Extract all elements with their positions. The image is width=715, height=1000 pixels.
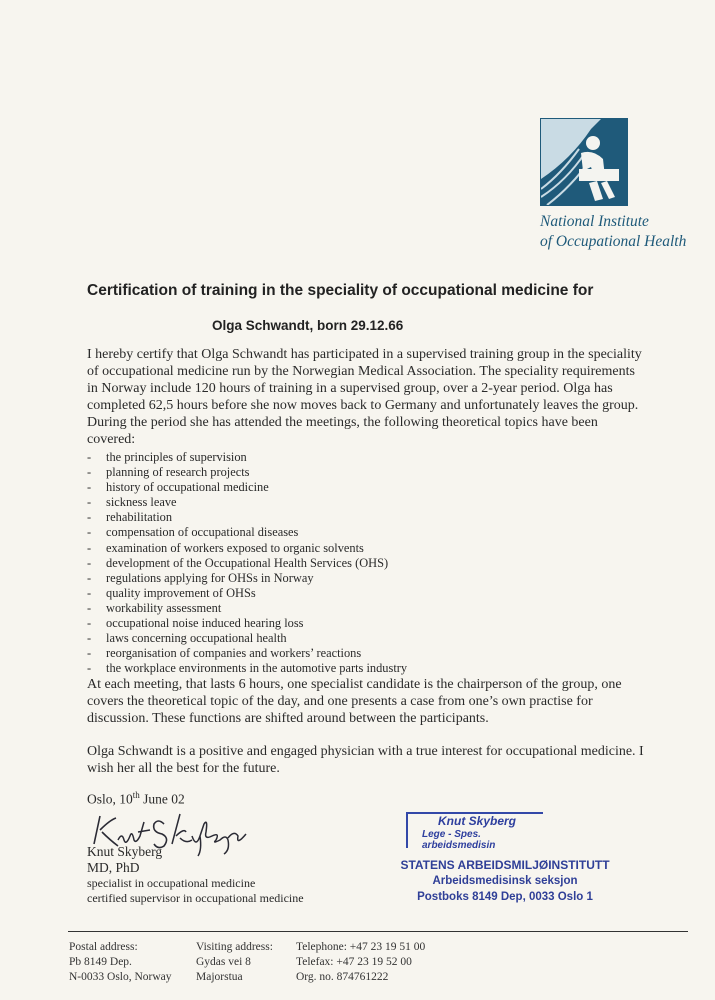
list-item: - regulations applying for OHSs in Norway bbox=[87, 571, 647, 586]
signatory-degrees: MD, PhD bbox=[87, 860, 140, 875]
date-ordinal: th bbox=[132, 790, 140, 800]
postal-line1: Pb 8149 Dep. bbox=[69, 956, 132, 968]
name-stamp-line2: Lege - Spes. arbeidsmedisin bbox=[422, 829, 496, 851]
telefax: Telefax: +47 23 19 52 00 bbox=[296, 956, 412, 968]
closing-paragraph: Olga Schwandt is a positive and engaged physician with a true interest for occupational medicine. I wish her all the best for the future. bbox=[87, 744, 644, 777]
signatory-block bbox=[87, 844, 304, 906]
list-item: - development of the Occupational Health Services (OHS) bbox=[87, 556, 647, 571]
postal-line2: N-0033 Oslo, Norway bbox=[69, 971, 172, 983]
institute-name-line2: of Occupational Health bbox=[540, 233, 687, 250]
list-item: - planning of research projects bbox=[87, 465, 647, 480]
institute-name bbox=[540, 212, 710, 252]
list-item: - quality improvement of OHSs bbox=[87, 586, 647, 601]
institute-logo bbox=[540, 118, 628, 206]
meeting-paragraph: At each meeting, that lasts 6 hours, one specialist candidate is the chairperson of the group, one covers the theoretical topic of the day, and one presents a case from one’s own practise for discussion. These functions are shifted around between the participants. bbox=[87, 677, 622, 727]
visiting-line2: Majorstua bbox=[196, 971, 243, 983]
signatory-name: Knut Skyberg bbox=[87, 844, 163, 859]
institute-stamp-line2: Arbeidsmedisinsk seksjon bbox=[432, 875, 578, 887]
letter-body bbox=[87, 346, 647, 777]
topics-list bbox=[87, 450, 647, 676]
institute-stamp-line1: STATENS ARBEIDSMILJØINSTITUTT bbox=[400, 858, 610, 872]
institute-stamp bbox=[400, 857, 610, 905]
letter-date bbox=[87, 790, 185, 808]
name-stamp bbox=[406, 812, 543, 851]
telephone: Telephone: +47 23 19 51 00 bbox=[296, 941, 426, 953]
postal-label: Postal address: bbox=[69, 941, 138, 953]
list-item: - examination of workers exposed to organic solvents bbox=[87, 541, 647, 556]
list-item: - the workplace environments in the automotive parts industry bbox=[87, 661, 647, 676]
list-item: - compensation of occupational diseases bbox=[87, 525, 647, 540]
footer-contact bbox=[296, 940, 425, 985]
name-stamp-line1: Knut Skyberg bbox=[438, 814, 517, 828]
letter-subject: Olga Schwandt, born 29.12.66 bbox=[212, 318, 404, 333]
date-month-year: June 02 bbox=[139, 791, 185, 807]
list-item: - rehabilitation bbox=[87, 510, 647, 525]
signatory-role-2: certified supervisor in occupational medicine bbox=[87, 891, 304, 905]
footer-visiting bbox=[196, 940, 273, 985]
list-item: - reorganisation of companies and workers’ reactions bbox=[87, 646, 647, 661]
visiting-label: Visiting address: bbox=[196, 941, 273, 953]
list-item: - occupational noise induced hearing loss bbox=[87, 616, 647, 631]
visiting-line1: Gydas vei 8 bbox=[196, 956, 251, 968]
list-item: - sickness leave bbox=[87, 495, 647, 510]
worker-carrying-load-icon bbox=[541, 119, 627, 205]
intro-paragraph: I hereby certify that Olga Schwandt has participated in a supervised training group in the speciality of occupational medicine run by the Norwegian Medical Association. The speciality requirements in Norway include 120 hours of training in a supervised group, over a 2-year period. Olga has completed 62,5 hours before she now moves back to Germany and unfortunately leaves the group. During the period she has attended the meetings, the following theoretical topics have been covered: bbox=[87, 347, 642, 447]
org-number: Org. no. 874761222 bbox=[296, 971, 389, 983]
list-item: - history of occupational medicine bbox=[87, 480, 647, 495]
footer-postal bbox=[69, 940, 172, 985]
signatory-role-1: specialist in occupational medicine bbox=[87, 876, 256, 890]
date-place: Oslo, 10 bbox=[87, 791, 133, 807]
list-item: - laws concerning occupational health bbox=[87, 631, 647, 646]
list-item: - the principles of supervision bbox=[87, 450, 647, 465]
letter-title: Certification of training in the speciality of occupational medicine for bbox=[87, 282, 594, 299]
institute-name-line1: National Institute bbox=[540, 213, 649, 230]
institute-stamp-line3: Postboks 8149 Dep, 0033 Oslo 1 bbox=[417, 891, 593, 903]
footer-divider bbox=[68, 931, 688, 932]
list-item: - workability assessment bbox=[87, 601, 647, 616]
